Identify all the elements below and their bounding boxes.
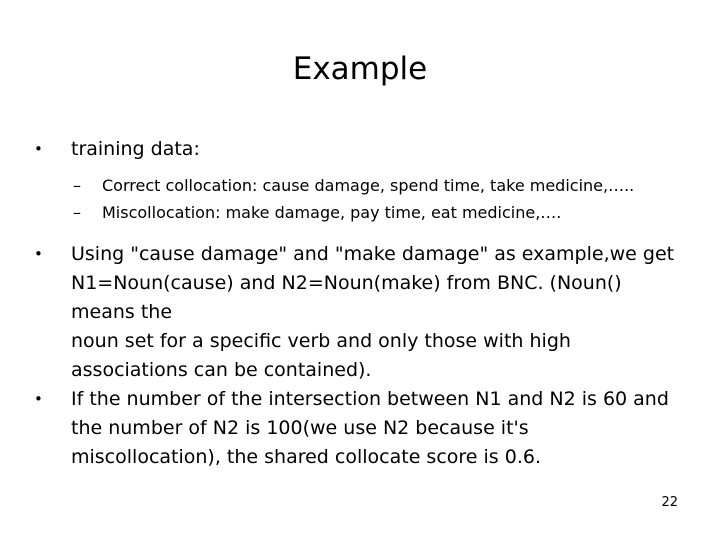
bullet-using-example	[34, 240, 694, 385]
bullet-training-data	[34, 135, 694, 164]
slide-title: Example	[292, 51, 428, 87]
bullet-text-line: If the number of the intersection between N1 and N2 is 60 and	[71, 388, 669, 410]
bullet-text-line: noun set for a specific verb and only those with high	[71, 330, 571, 352]
bullet-text-line: miscollocation), the shared collocate score is 0.6.	[71, 446, 541, 468]
bullet-marker: •	[34, 390, 43, 408]
bullet-list	[34, 135, 694, 472]
bullet-intersection-score	[34, 385, 694, 472]
bullet-marker: •	[34, 245, 43, 263]
bullet-text-line: the number of N2 is 100(we use N2 because it's	[71, 417, 529, 439]
bullet-text-line: N1=Noun(cause) and N2=Noun(make) from BNC. (Noun()	[71, 272, 622, 294]
sub-bullet-text: Correct collocation: cause damage, spend time, take medicine,…..	[102, 176, 635, 195]
bullet-text-line: Using "cause damage" and "make damage" as example,we get	[71, 243, 675, 265]
page-number: 22	[661, 495, 678, 510]
sub-bullet-list	[34, 172, 694, 226]
dash-marker: –	[73, 203, 81, 222]
sub-bullet-miscollocation	[34, 199, 694, 226]
bullet-text-line: training data:	[71, 138, 200, 160]
sub-bullet-text: Miscollocation: make damage, pay time, eat medicine,….	[102, 203, 562, 222]
bullet-marker: •	[34, 140, 43, 158]
sub-bullet-correct-collocation	[34, 172, 694, 199]
bullet-text-line: means the	[71, 301, 173, 323]
dash-marker: –	[73, 176, 81, 195]
bullet-text-line: associations can be contained).	[71, 359, 372, 381]
